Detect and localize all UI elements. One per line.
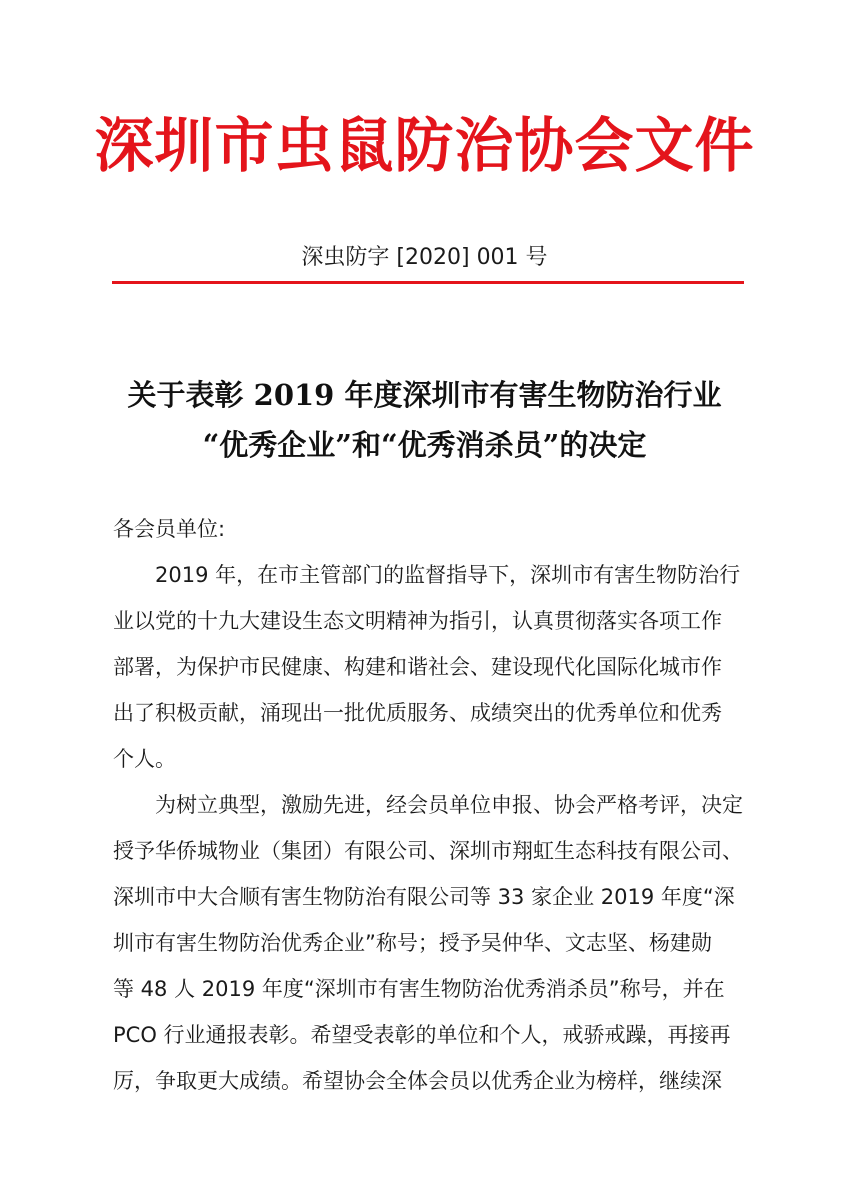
paragraph-line: 圳市有害生物防治优秀企业”称号；授予吴仲华、文志坚、杨建勋: [113, 931, 712, 955]
document-number: 深虫防字 [2020] 001 号: [301, 245, 548, 270]
paragraph-line: 部署，为保护市民健康、构建和谐社会、建设现代化国际化城市作: [113, 655, 722, 679]
paragraph-1: [113, 552, 745, 782]
paragraph-line: 深圳市中大合顺有害生物防治有限公司等 33 家企业 2019 年度“深: [113, 885, 735, 909]
document-title: [0, 370, 849, 470]
paragraph-line: 授予华侨城物业（集团）有限公司、深圳市翔虹生态科技有限公司、: [113, 839, 743, 863]
paragraph-line: 2019 年，在市主管部门的监督指导下，深圳市有害生物防治行: [155, 563, 741, 587]
title-line-1: 关于表彰 2019 年度深圳市有害生物防治行业: [127, 378, 722, 412]
paragraph-line: 个人。: [113, 747, 176, 771]
paragraph-line: 等 48 人 2019 年度“深圳市有害生物防治优秀消杀员”称号，并在: [113, 977, 725, 1001]
paragraph-line: 为树立典型，激励先进，经会员单位申报、协会严格考评，决定: [155, 793, 743, 817]
organization-header: 深圳市虫鼠防治协会文件: [94, 111, 755, 180]
document-body: [113, 506, 745, 1104]
salutation: 各会员单位:: [113, 517, 226, 541]
paragraph-line: PCO 行业通报表彰。希望受表彰的单位和个人，戒骄戒躁，再接再: [113, 1023, 731, 1047]
title-line-2: “优秀企业”和“优秀消杀员”的决定: [202, 428, 647, 462]
paragraph-2: [113, 782, 745, 1104]
paragraph-line: 业以党的十九大建设生态文明精神为指引，认真贯彻落实各项工作: [113, 609, 722, 633]
paragraph-line: 出了积极贡献，涌现出一批优质服务、成绩突出的优秀单位和优秀: [113, 701, 722, 725]
paragraph-line: 厉，争取更大成绩。希望协会全体会员以优秀企业为榜样，继续深: [113, 1069, 722, 1093]
red-divider-line: [112, 281, 744, 284]
